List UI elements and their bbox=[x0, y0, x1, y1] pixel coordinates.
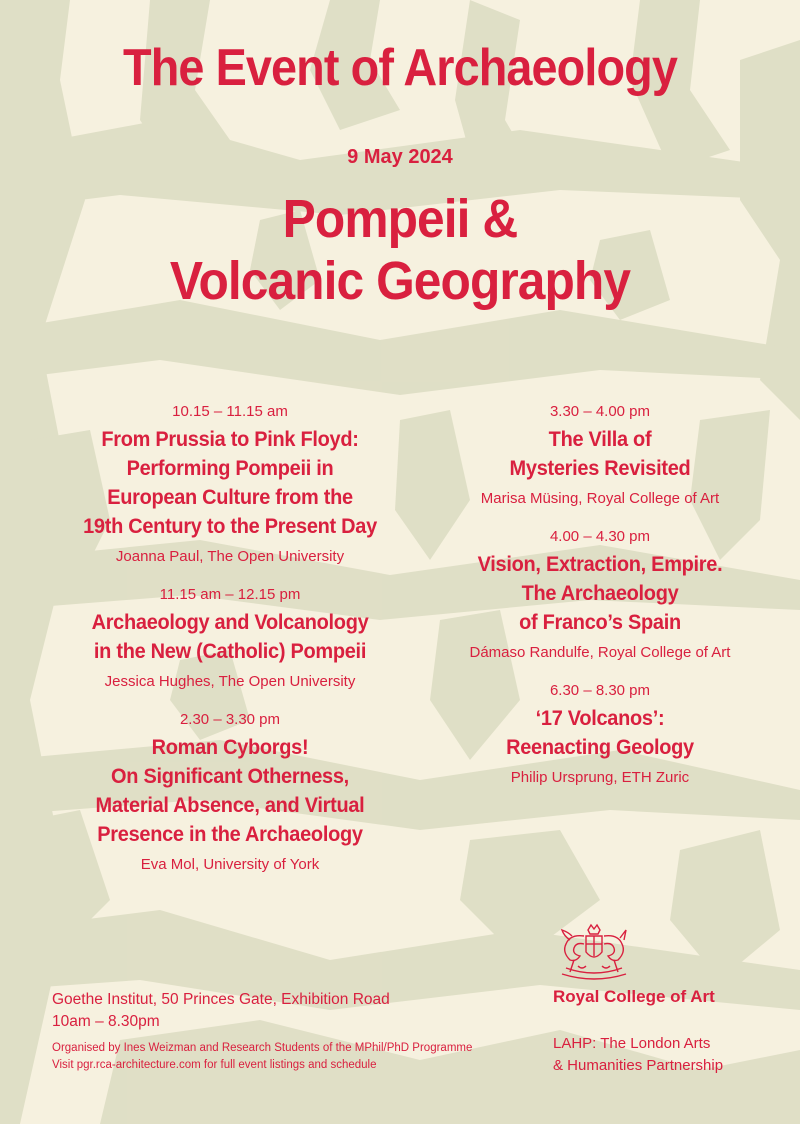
session-time: 6.30 – 8.30 pm bbox=[549, 682, 651, 699]
organiser-note: Organised by Ines Weizman and Research Students of the MPhil/PhD Programme bbox=[52, 1042, 473, 1054]
session-title-line: Performing Pompeii in bbox=[126, 457, 334, 480]
session-title-line: Material Absence, and Virtual bbox=[95, 794, 365, 817]
session-title-line: in the New (Catholic) Pompeii bbox=[93, 640, 367, 663]
session-speaker: Dámaso Randulfe, Royal College of Art bbox=[469, 644, 731, 661]
session-time: 3.30 – 4.00 pm bbox=[549, 403, 651, 420]
session-title-line: The Archaeology bbox=[521, 582, 679, 605]
session-title-line: European Culture from the bbox=[107, 486, 353, 509]
session-speaker: Jessica Hughes, The Open University bbox=[104, 673, 356, 690]
session bbox=[20, 585, 440, 692]
lahp-partner bbox=[553, 1033, 723, 1077]
session bbox=[420, 681, 780, 788]
session-title-line: Vision, Extraction, Empire. bbox=[477, 553, 723, 576]
session bbox=[420, 527, 780, 663]
session-title-line: 19th Century to the Present Day bbox=[83, 515, 377, 538]
session-title bbox=[429, 704, 771, 762]
session-time: 4.00 – 4.30 pm bbox=[549, 528, 651, 545]
lahp-line: & Humanities Partnership bbox=[553, 1057, 724, 1074]
lahp-line: LAHP: The London Arts bbox=[553, 1035, 711, 1052]
subtitle-line: Volcanic Geography bbox=[169, 251, 631, 311]
session bbox=[20, 710, 440, 875]
website-note: Visit pgr.rca-architecture.com for full event listings and schedule bbox=[52, 1059, 377, 1071]
session-title-line: The Villa of bbox=[548, 428, 652, 451]
session-title-line: Archaeology and Volcanology bbox=[91, 611, 369, 634]
venue-hours: 10am – 8.30pm bbox=[52, 1013, 160, 1030]
session-speaker: Philip Ursprung, ETH Zuric bbox=[510, 769, 690, 786]
session-title-line: Roman Cyborgs! bbox=[151, 736, 309, 759]
session-speaker: Eva Mol, University of York bbox=[140, 856, 320, 873]
subtitle-line: Pompeii & bbox=[282, 189, 518, 249]
session-time: 11.15 am – 12.15 pm bbox=[159, 586, 301, 603]
venue-address: Goethe Institut, 50 Princes Gate, Exhibition Road bbox=[52, 991, 390, 1008]
session-title-line: From Prussia to Pink Floyd: bbox=[101, 428, 359, 451]
session-title-line: On Significant Otherness, bbox=[111, 765, 349, 788]
event-title: The Event of Archaeology bbox=[123, 39, 677, 97]
session-title-line: of Franco’s Spain bbox=[519, 611, 681, 634]
session bbox=[20, 402, 440, 567]
session-title bbox=[31, 733, 430, 849]
right-schedule-column bbox=[420, 402, 780, 806]
session-title bbox=[31, 425, 430, 541]
session-title bbox=[31, 608, 430, 666]
footer-notes bbox=[52, 1040, 472, 1074]
venue-info bbox=[52, 989, 390, 1033]
left-schedule-column bbox=[20, 402, 440, 893]
session-title bbox=[429, 425, 771, 483]
session-title-line: Presence in the Archaeology bbox=[97, 823, 363, 846]
session-title-line: Reenacting Geology bbox=[506, 736, 694, 759]
session-title-line: Mysteries Revisited bbox=[509, 457, 691, 480]
session-title-line: ‘17 Volcanos’: bbox=[535, 707, 665, 730]
event-date: 9 May 2024 bbox=[347, 146, 453, 168]
session-title bbox=[429, 550, 771, 637]
royal-coat-of-arms-icon bbox=[548, 922, 640, 988]
session-speaker: Marisa Müsing, Royal College of Art bbox=[480, 490, 720, 507]
session-time: 2.30 – 3.30 pm bbox=[179, 711, 281, 728]
session-time: 10.15 – 11.15 am bbox=[172, 403, 288, 420]
event-subtitle bbox=[32, 188, 768, 312]
session-speaker: Joanna Paul, The Open University bbox=[115, 548, 345, 565]
session bbox=[420, 402, 780, 509]
rca-name: Royal College of Art bbox=[553, 987, 715, 1006]
